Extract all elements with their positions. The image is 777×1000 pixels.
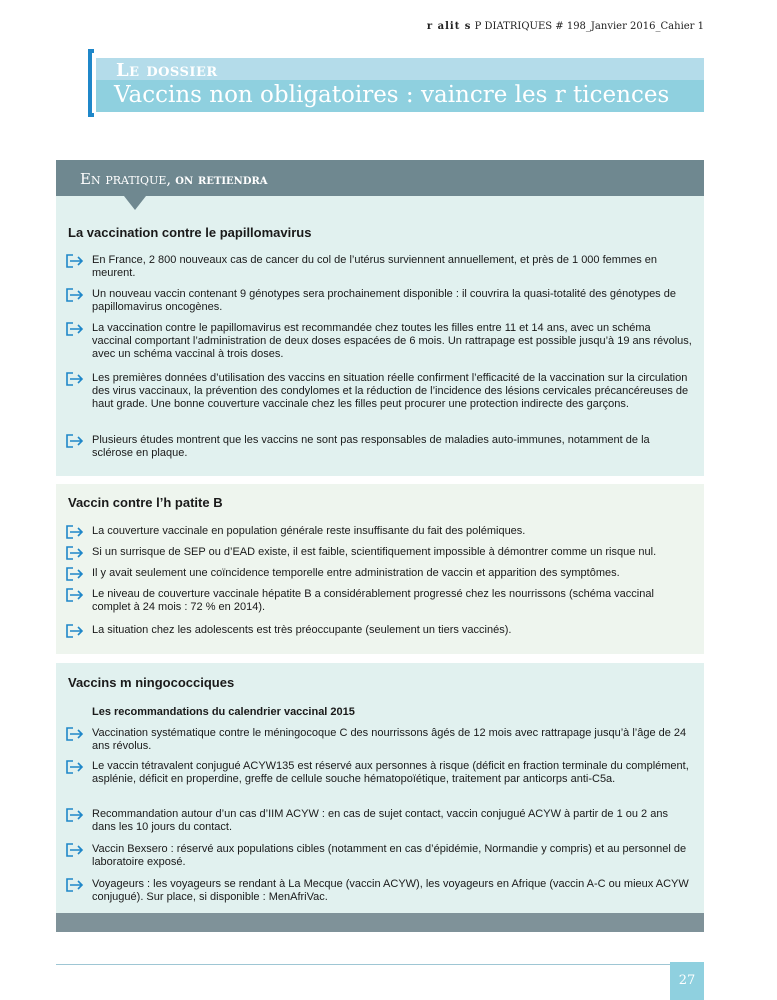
list-item bbox=[66, 808, 692, 834]
bullet-text: La situation chez les adolescents est très préoccupante (seulement un tiers vaccinés). bbox=[92, 624, 512, 636]
list-item bbox=[66, 546, 692, 559]
arrow-right-icon bbox=[66, 808, 84, 822]
list-item bbox=[66, 727, 692, 753]
list-item bbox=[66, 588, 692, 614]
subheading: Les recommandations du calendrier vaccinal 2015 bbox=[92, 706, 355, 718]
bullet-text: Voyageurs : les voyageurs se rendant à La Mecque (vaccin ACYW), les voyageurs en Afrique (vaccin A-C ou mieux ACYW conjugué). Sur place, si disponible : MenAfriVac. bbox=[92, 878, 689, 903]
list-item bbox=[66, 878, 692, 904]
list-item bbox=[66, 322, 692, 361]
arrow-right-icon bbox=[66, 727, 84, 741]
arrow-right-icon bbox=[66, 878, 84, 892]
bottom-rule bbox=[56, 964, 704, 965]
bullet-text: Plusieurs études montrent que les vaccins ne sont pas responsables de maladies auto-immunes, notamment de la sclérose en plaque. bbox=[92, 434, 650, 459]
section-title: La vaccination contre le papillomavirus bbox=[68, 225, 312, 240]
dossier-title: Vaccins non obligatoires : vaincre les r ticences bbox=[114, 82, 670, 108]
list-item bbox=[66, 624, 692, 637]
footer-bar bbox=[56, 913, 704, 932]
arrow-right-icon bbox=[66, 254, 84, 268]
list-item bbox=[66, 567, 692, 580]
arrow-right-icon bbox=[66, 434, 84, 448]
dossier-kicker: Le dossier bbox=[116, 60, 218, 81]
bullet-text: Le niveau de couverture vaccinale hépatite B a considérablement progressé chez les nourrissons (schéma vaccinal complet à 24 mois : 72 % en 2014). bbox=[92, 588, 654, 613]
section-title: Vaccin contre l’h patite B bbox=[68, 495, 223, 510]
magazine-name: r alit s bbox=[426, 21, 472, 32]
arrow-right-icon bbox=[66, 760, 84, 774]
bullet-text: Vaccin Bexsero : réservé aux populations cibles (notamment en cas d’épidémie, Normandie y compris) et au personnel de laboratoire exposé. bbox=[92, 843, 687, 868]
issue-info: P DIATRIQUES # 198_Janvier 2016_Cahier 1 bbox=[474, 21, 704, 32]
arrow-right-icon bbox=[66, 546, 84, 560]
bullet-text: Les premières données d’utilisation des vaccins en situation réelle confirment l’efficacité de la vaccination sur la circulation des virus vaccinaux, la prévention des condylomes et la réduction de l’incidence des lésions cervicales précancéreuses de haut grade. Une bonne couverture vaccinale chez les filles peut procurer une protection indirecte des garçons. bbox=[92, 372, 689, 410]
arrow-right-icon bbox=[66, 525, 84, 539]
bullet-text: La couverture vaccinale en population générale reste insuffisante du fait des polémiques. bbox=[92, 525, 526, 537]
section-title: Vaccins m ningococciques bbox=[68, 675, 235, 690]
running-head bbox=[427, 21, 704, 32]
banner-bold: on retiendra bbox=[175, 172, 268, 188]
list-item bbox=[66, 434, 692, 460]
arrow-right-icon bbox=[66, 322, 84, 336]
banner-lead: En pratique, bbox=[80, 170, 172, 188]
list-item bbox=[66, 254, 692, 280]
arrow-right-icon bbox=[66, 567, 84, 581]
banner-pointer bbox=[124, 196, 146, 210]
list-item bbox=[66, 760, 692, 786]
bullet-text: Il y avait seulement une coïncidence temporelle entre administration de vaccin et apparition des symptômes. bbox=[92, 567, 620, 579]
arrow-right-icon bbox=[66, 588, 84, 602]
bullet-text: Le vaccin tétravalent conjugué ACYW135 est réservé aux personnes à risque (déficit en fraction terminale du complément, asplénie, déficit en properdine, greffe de cellule souche hématopoïétique, traitement par anticorps anti-C5a. bbox=[92, 760, 689, 785]
bullet-text: La vaccination contre le papillomavirus est recommandée chez toutes les filles entre 11 et 14 ans, avec un schéma vaccinal comportant l’administration de deux doses espacées de 6 mois. Un rattrapage est possible jusqu’à 19 ans révolus, avec un schéma vaccinal à trois doses. bbox=[92, 322, 692, 360]
arrow-right-icon bbox=[66, 288, 84, 302]
arrow-right-icon bbox=[66, 843, 84, 857]
bullet-text: Recommandation autour d’un cas d’IIM ACYW : en cas de sujet contact, vaccin conjugué ACYW à partir de 1 ou 2 ans dans les 10 jours du contact. bbox=[92, 808, 668, 833]
list-item bbox=[66, 372, 692, 411]
bullet-text: En France, 2 800 nouveaux cas de cancer du col de l’utérus surviennent annuellement, et près de 1 000 femmes en meurent. bbox=[92, 254, 658, 279]
arrow-right-icon bbox=[66, 372, 84, 386]
section-banner-text bbox=[80, 170, 268, 188]
bracket-decoration bbox=[88, 49, 94, 117]
list-item bbox=[66, 525, 692, 538]
list-item bbox=[66, 288, 692, 314]
bullet-text: Vaccination systématique contre le méningocoque C des nourrissons âgés de 12 mois avec rattrapage jusqu’à l’âge de 24 ans révolus. bbox=[92, 727, 687, 752]
list-item bbox=[66, 843, 692, 869]
bullet-text: Si un surrisque de SEP ou d’EAD existe, il est faible, scientifiquement impossible à démontrer comme un risque nul. bbox=[92, 546, 657, 558]
page-number: 27 bbox=[670, 962, 704, 1000]
bullet-text: Un nouveau vaccin contenant 9 génotypes sera prochainement disponible : il couvrira la quasi-totalité des génotypes de papillomavirus oncogènes. bbox=[92, 288, 676, 313]
arrow-right-icon bbox=[66, 624, 84, 638]
